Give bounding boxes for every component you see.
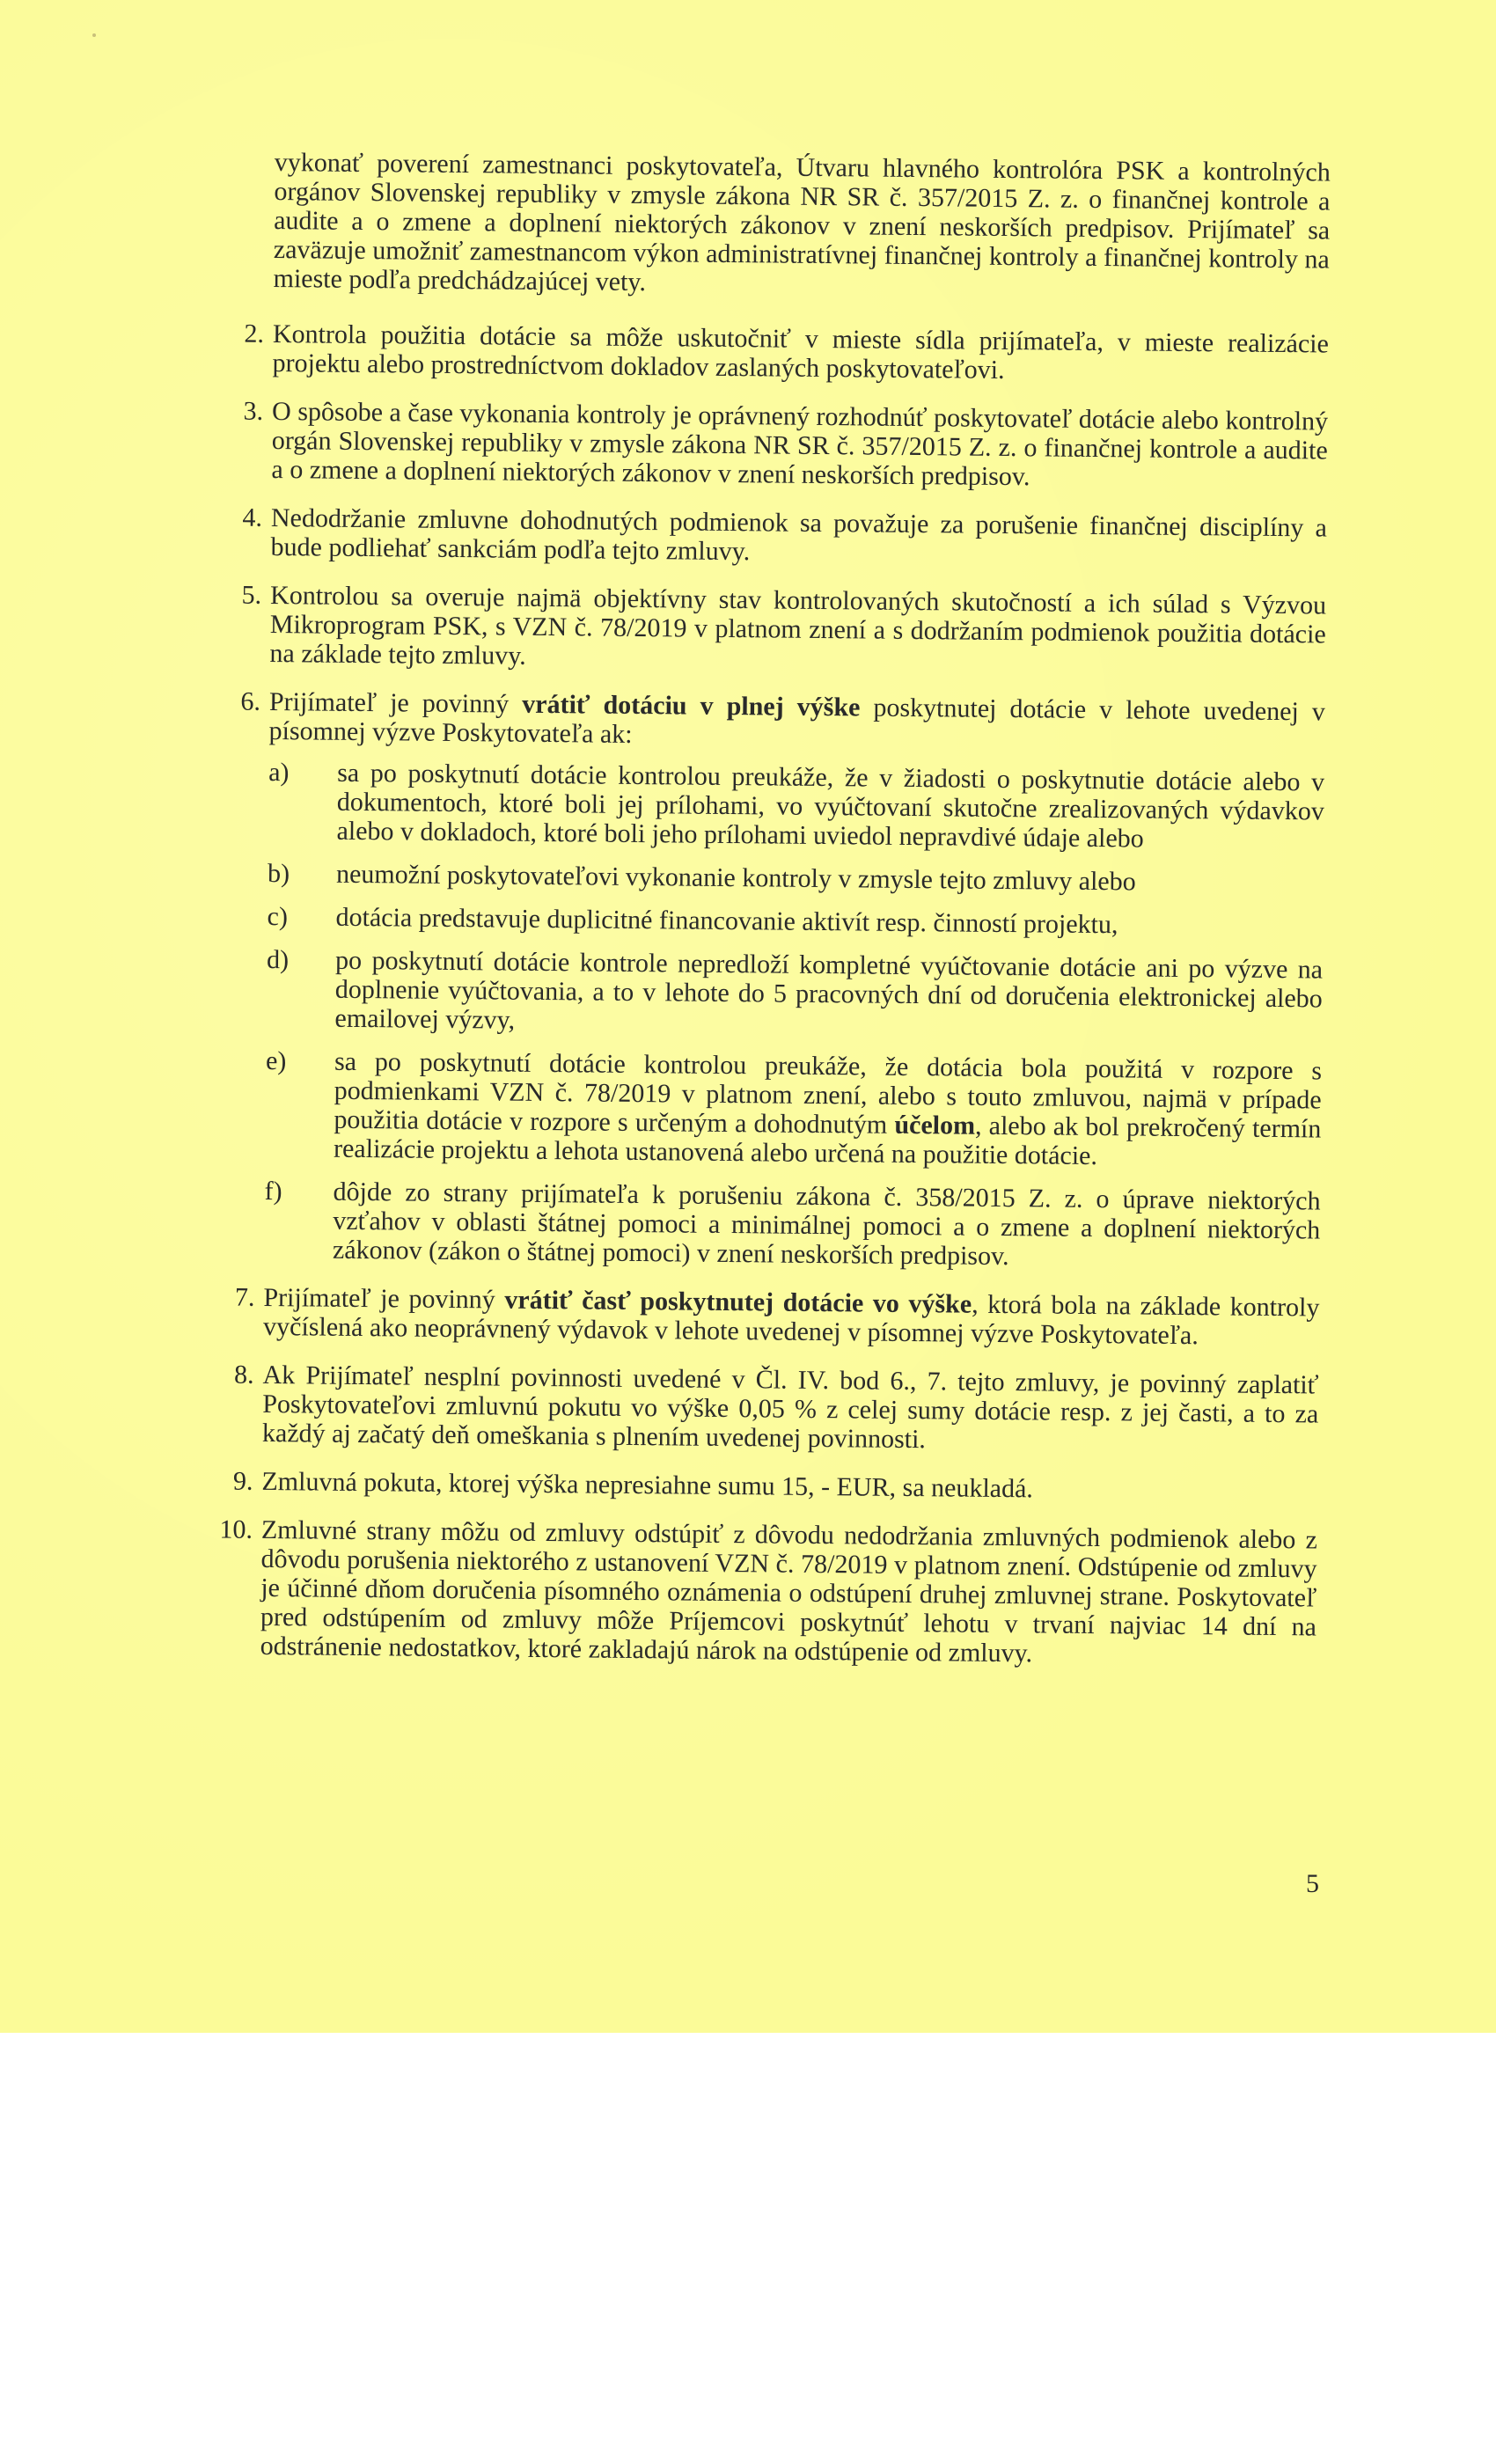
subitem-text-after: , alebo ak bol prekročený termín realizácie projektu a lehota ustanovená alebo určená na použitie dotácie. — [333, 1111, 1322, 1171]
clause-6-subitems — [264, 758, 1324, 1273]
clause-number: 2. — [244, 319, 265, 348]
clause-9 — [232, 1466, 1317, 1507]
subitem-text-before: sa po poskytnutí dotácie kontrolou preukáže, že dotácia bola použitá v rozpore s podmienkami VZN č. 78/2019 v platnom znení, alebo s touto zmluvou, najmä v prípade použitia dotácie v rozpore s určeným a dohodnutým — [334, 1046, 1323, 1140]
subitem-d — [266, 944, 1324, 1043]
subitem-c — [267, 901, 1323, 942]
clause-10 — [219, 1514, 1318, 1671]
subitem-letter: c) — [267, 901, 289, 932]
document-body — [219, 148, 1331, 1690]
subitem-letter: a) — [268, 757, 290, 788]
clause-2 — [244, 319, 1330, 388]
subitem-f — [264, 1176, 1321, 1274]
clause-number: 6. — [240, 686, 261, 716]
clause-text: O spôsobe a čase vykonania kontroly je oprávnený rozhodnúť poskytovateľ dotácie alebo kontrolný orgán Slovenskej republiky v zmysle zákona NR SR č. 357/2015 Z. z. o finančnej kontrole a audite a o zmene a doplnení niektorých zákonov v znení neskorších predpisov. — [271, 396, 1329, 492]
intro-paragraph: vykonať poverení zamestnanci poskytovateľa, Útvaru hlavného kontrolóra PSK a kontrolných orgánov Slovenskej republiky v zmysle zákona NR SR č. 357/2015 Z. z. o finančnej kontrole a audite a o zmene a doplnení niektorých zákonov v znení neskorších predpisov. Prijímateľ sa zaväzuje umožniť zamestnancom výkon administratívnej finančnej kontroly a finančnej kontroly na mieste podľa predchádzajúcej vety. — [273, 148, 1331, 297]
clause-3 — [243, 396, 1329, 495]
blank-scan-margin — [0, 2033, 1496, 2464]
clause-text-before: Prijímateľ je povinný — [263, 1282, 505, 1315]
clause-bold-text: vrátiť časť poskytnutej dotácie vo výške — [504, 1285, 972, 1319]
subitem-letter: b) — [267, 858, 290, 889]
clause-8 — [233, 1360, 1319, 1458]
subitem-text: po poskytnutí dotácie kontrole nepredloží kompletné vyúčtovanie dotácie ani po výzve na doplnenie vyúčtovania, a to v lehote do 5 pracovných dní od doručenia elektronickej alebo emailovej výzvy, — [334, 945, 1324, 1035]
clause-text: Kontrola použitia dotácie sa môže uskutočniť v mieste sídla prijímateľa, v mieste realizácie projektu alebo prostredníctvom dokladov zaslaných poskytovateľovi. — [272, 319, 1330, 385]
clause-number: 7. — [234, 1282, 255, 1312]
clause-text: Zmluvná pokuta, ktorej výška nepresiahne sumu 15, - EUR, sa neukladá. — [261, 1466, 1034, 1504]
clause-number: 4. — [242, 502, 263, 532]
clause-number: 3. — [243, 396, 264, 426]
subitem-bold-text: účelom — [894, 1110, 976, 1140]
clause-4 — [242, 502, 1328, 572]
clause-number: 10. — [219, 1514, 253, 1544]
clause-text: Zmluvné strany môžu od zmluvy odstúpiť z dôvodu nedodržania zmluvných podmienok alebo z dôvodu porušenia niektorého z ustanovení VZN č. 78/2019 v platnom znení. Odstúpenie od zmluvy je účinné dňom doručenia písomného oznámenia o odstúpení druhej zmluvnej strane. Poskytovateľ pred odstúpením od zmluvy môže Príjemcovi poskytnúť lehotu v trvaní najviac 14 dní na odstránenie nedostatkov, ktoré zakladajú nárok na odstúpenie od zmluvy. — [260, 1514, 1318, 1668]
clause-number: 8. — [233, 1360, 254, 1390]
clause-text-after: , ktorá bola na základe kontroly vyčíslená ako neoprávnený výdavok v lehote uvedenej v písomnej výzve Poskytovateľa. — [262, 1289, 1320, 1351]
subitem-text: neumožní poskytovateľovi vykonanie kontroly v zmysle tejto zmluvy alebo — [335, 859, 1136, 897]
subitem-b — [267, 858, 1324, 898]
subitem-text: dôjde zo strany prijímateľa k porušeniu zákona č. 358/2015 Z. z. o úprave niektorých vzťahov v oblasti štátnej pomoci a minimálnej pomoci a o zmene a doplnení niektorých zákonov (zákon o štátnej pomoci) v znení neskorších predpisov. — [332, 1177, 1321, 1272]
clause-text-after: poskytnutej dotácie v lehote uvedenej v písomnej výzve Poskytovateľa ak: — [268, 693, 1326, 749]
page-number: 5 — [1306, 1869, 1319, 1898]
clause-bold-text: vrátiť dotáciu v plnej výške — [522, 689, 861, 722]
clause-number: 5. — [241, 580, 262, 610]
subitem-letter: e) — [265, 1045, 287, 1076]
subitem-letter: d) — [266, 944, 290, 975]
scan-speck — [92, 33, 96, 37]
clause-text: Nedodržanie zmluvne dohodnutých podmienok sa považuje za porušenie finančnej disciplíny a bude podliehať sankciám podľa tejto zmluvy. — [270, 502, 1328, 567]
clause-6 — [240, 686, 1326, 1273]
clause-text: Ak Prijímateľ nesplní povinnosti uvedené v Čl. IV. bod 6., 7. tejto zmluvy, je povinný zaplatiť Poskytovateľovi zmluvnú pokutu vo výške 0,05 % z celej sumy dotácie resp. z jej časti, a to za každý aj začatý deň omeškania s plnením uvedenej povinnosti. — [261, 1360, 1319, 1455]
clause-text-before: Prijímateľ je povinný — [268, 686, 523, 719]
subitem-text: sa po poskytnutí dotácie kontrolou preukáže, že v žiadosti o poskytnutie dotácie alebo v dokumentoch, ktoré boli jej prílohami, vo vyúčtovaní skutočne zrealizovaných výdavkov alebo v dokladoch, ktoré boli jeho prílohami uviedol nepravdivé údaje alebo — [336, 758, 1325, 854]
subitem-a — [268, 757, 1325, 855]
clause-7 — [234, 1282, 1320, 1352]
clause-5 — [241, 580, 1327, 678]
subitem-text: dotácia predstavuje duplicitné financovanie aktivít resp. činností projektu, — [335, 902, 1118, 940]
clause-number: 9. — [232, 1466, 253, 1496]
clause-text: Kontrolou sa overuje najmä objektívny stav kontrolovaných skutočností a ich súlad s Výzvou Mikroprogram PSK, s VZN č. 78/2019 v platnom znení a s dodržaním podmienok použitia dotácie na základe tejto zmluvy. — [269, 580, 1327, 671]
subitem-e — [265, 1045, 1323, 1173]
subitem-letter: f) — [264, 1176, 282, 1206]
